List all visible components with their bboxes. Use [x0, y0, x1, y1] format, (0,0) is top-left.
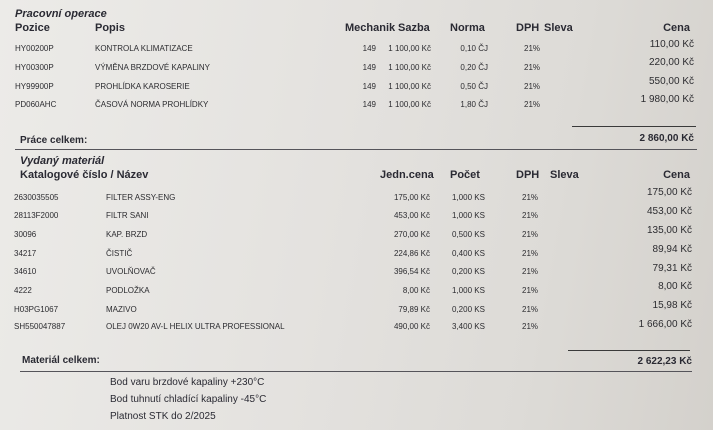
col-header-norm: Norma [450, 22, 485, 34]
material-price: 8,00 Kč [658, 281, 692, 292]
op-vat: 21% [524, 82, 541, 91]
op-mechanic: 149 [362, 100, 376, 109]
op-norm: 1,80 ČJ [460, 100, 488, 109]
material-price: 89,94 Kč [652, 244, 692, 255]
material-unit-price: 175,00 Kč [393, 193, 430, 202]
material-name: FILTER ASSY-ENG [106, 193, 176, 202]
material-unit-price: 453,00 Kč [393, 211, 430, 220]
col-header-quantity: Počet [450, 169, 480, 181]
material-price: 175,00 Kč [646, 187, 692, 198]
material-price: 15,98 Kč [652, 300, 692, 311]
op-price: 550,00 Kč [648, 76, 694, 87]
note-coolant: Bod tuhnutí chladící kapaliny -45°C [110, 394, 267, 405]
subtotal-rule [572, 126, 696, 127]
op-code: HY00200P [15, 44, 54, 53]
material-unit-price: 224,86 Kč [393, 249, 430, 258]
note-stk-validity: Platnost STK do 2/2025 [110, 411, 216, 422]
material-vat: 21% [522, 249, 539, 258]
section-divider [15, 149, 697, 150]
material-code: 34217 [14, 249, 37, 258]
op-description: ČASOVÁ NORMA PROHLÍDKY [95, 100, 209, 109]
op-code: HY00300P [15, 63, 54, 72]
op-code: HY99900P [15, 82, 54, 91]
material-unit-price: 396,54 Kč [393, 267, 430, 276]
op-description: KONTROLA KLIMATIZACE [95, 44, 193, 53]
material-unit-price: 8,00 Kč [402, 286, 430, 295]
material-name: KAP. BRZD [106, 230, 148, 239]
op-code: PD060AHC [15, 100, 57, 109]
material-price: 79,31 Kč [652, 263, 692, 274]
material-vat: 21% [522, 193, 539, 202]
col-header-discount: Sleva [550, 169, 579, 181]
section-divider [20, 371, 692, 372]
material-code: 2630035505 [14, 193, 59, 202]
col-header-rate: Sazba [398, 22, 430, 34]
material-code: 28113F2000 [14, 211, 59, 220]
op-norm: 0,10 ČJ [460, 44, 488, 53]
material-quantity: 3,400 KS [452, 322, 485, 331]
col-header-position: Pozice [15, 22, 50, 34]
op-description: VÝMĚNA BRZDOVÉ KAPALINY [95, 63, 210, 72]
material-vat: 21% [522, 230, 539, 239]
op-price: 110,00 Kč [649, 39, 694, 50]
col-header-vat: DPH [516, 22, 540, 34]
material-name: OLEJ 0W20 AV-L HELIX ULTRA PROFESSIONAL [106, 322, 285, 331]
material-name: FILTR SANI [106, 211, 149, 220]
material-unit-price: 79,89 Kč [398, 305, 430, 314]
material-vat: 21% [522, 211, 539, 220]
op-rate: 1 100,00 Kč [388, 44, 431, 53]
section-title-material: Vydaný materiál [20, 155, 105, 167]
op-norm: 0,50 ČJ [460, 82, 488, 91]
material-unit-price: 270,00 Kč [393, 230, 430, 239]
op-price: 220,00 Kč [648, 57, 694, 68]
col-header-unit-price: Jedn.cena [380, 169, 434, 181]
col-header-mechanic: Mechanik [345, 22, 396, 34]
material-quantity: 0,200 KS [452, 267, 485, 276]
note-brake-fluid: Bod varu brzdové kapaliny +230°C [110, 377, 265, 388]
material-code: 34610 [14, 267, 37, 276]
op-mechanic: 149 [362, 82, 376, 91]
op-norm: 0,20 ČJ [460, 63, 488, 72]
material-total-label: Materiál celkem: [22, 355, 100, 366]
material-code: SH550047887 [14, 322, 66, 331]
op-vat: 21% [524, 100, 541, 109]
material-quantity: 1,000 KS [452, 193, 485, 202]
material-unit-price: 490,00 Kč [393, 322, 430, 331]
material-vat: 21% [522, 286, 539, 295]
op-vat: 21% [524, 44, 541, 53]
material-vat: 21% [522, 267, 539, 276]
op-vat: 21% [524, 63, 541, 72]
material-total-value: 2 622,23 Kč [637, 356, 692, 367]
subtotal-rule [568, 350, 690, 351]
material-name: PODLOŽKA [106, 286, 150, 295]
op-rate: 1 100,00 Kč [388, 82, 431, 91]
op-mechanic: 149 [362, 63, 376, 72]
operations-total-value: 2 860,00 Kč [639, 133, 694, 144]
material-name: ČISTIČ [106, 249, 133, 258]
col-header-price: Cena [663, 169, 690, 181]
material-quantity: 1,000 KS [452, 211, 485, 220]
col-header-catalog: Katalogové číslo / Název [20, 169, 149, 181]
operations-total-label: Práce celkem: [20, 135, 88, 146]
material-vat: 21% [522, 322, 539, 331]
material-price: 135,00 Kč [646, 225, 692, 236]
material-name: UVOLŇOVAČ [106, 267, 156, 276]
op-rate: 1 100,00 Kč [388, 100, 431, 109]
material-quantity: 0,200 KS [452, 305, 485, 314]
material-code: 4222 [14, 286, 32, 295]
col-header-description: Popis [95, 22, 125, 34]
material-vat: 21% [522, 305, 539, 314]
material-code: H03PG1067 [14, 305, 59, 314]
material-quantity: 1,000 KS [452, 286, 485, 295]
op-description: PROHLÍDKA KAROSERIE [95, 82, 190, 91]
col-header-discount: Sleva [544, 22, 573, 34]
material-code: 30096 [14, 230, 37, 239]
material-quantity: 0,400 KS [452, 249, 485, 258]
material-price: 1 666,00 Kč [638, 319, 692, 330]
section-title-operations: Pracovní operace [15, 8, 107, 20]
op-rate: 1 100,00 Kč [388, 63, 431, 72]
material-quantity: 0,500 KS [452, 230, 485, 239]
col-header-price: Cena [663, 22, 690, 34]
col-header-vat: DPH [516, 169, 540, 181]
op-mechanic: 149 [362, 44, 376, 53]
material-price: 453,00 Kč [646, 206, 692, 217]
material-name: MAZIVO [106, 305, 137, 314]
op-price: 1 980,00 Kč [640, 94, 694, 105]
